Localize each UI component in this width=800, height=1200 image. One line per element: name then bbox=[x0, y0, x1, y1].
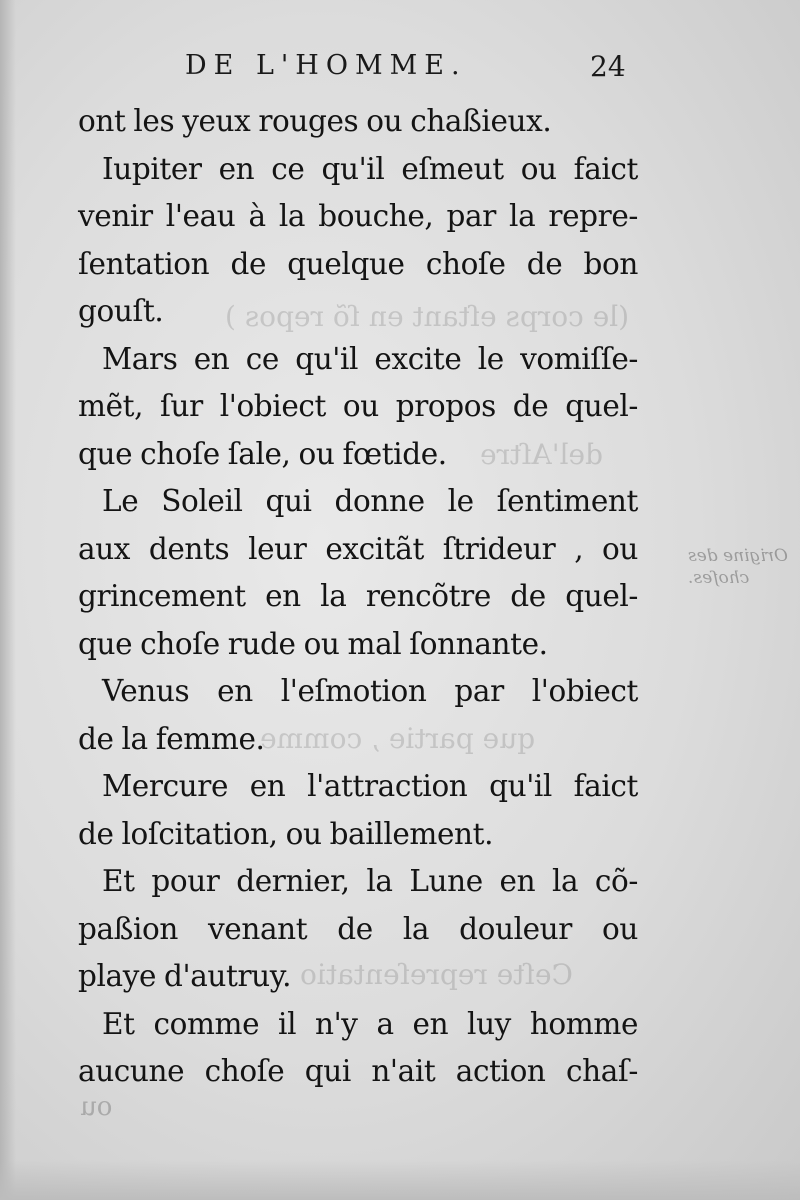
text-line: aucune choſe qui n'ait action chaſ- bbox=[78, 1054, 638, 1088]
text-line: que choſe ſale, ou fœtide. bbox=[78, 436, 447, 471]
margin-note bbox=[688, 545, 798, 589]
text-line: Et pour dernier, la Lune en la cõ- bbox=[102, 864, 638, 898]
text-line: Et comme il n'y a en luy homme bbox=[102, 1006, 638, 1041]
text-line: ſentation de quelque choſe de bon bbox=[78, 246, 638, 281]
text-line: playe d'autruy. bbox=[78, 959, 292, 993]
body-text bbox=[78, 98, 638, 1096]
margin-note-line: Origine des bbox=[688, 546, 788, 566]
margin-note-line: choſes. bbox=[688, 568, 750, 588]
bleed-through-text: que partie , comme bbox=[260, 722, 536, 755]
text-line: Mercure en l'attraction qu'il faict bbox=[102, 769, 638, 803]
text-line: Mars en ce qu'il excite le vomiſſe- bbox=[102, 341, 638, 376]
text-line: mẽt, ſur l'obiect ou propos de quel- bbox=[78, 389, 638, 423]
text-line: Le Soleil qui donne le ſentiment bbox=[102, 484, 638, 518]
page-gutter-shadow bbox=[0, 0, 16, 1200]
text-line: ont les yeux rouges ou chaßieux. bbox=[78, 104, 552, 138]
text-line: aux dents leur excitãt ſtrideur , ou bbox=[78, 531, 638, 566]
text-line: Venus en l'eſmotion par l'obiect bbox=[102, 674, 638, 708]
text-line: gouſt. bbox=[78, 294, 164, 328]
page-number: 24 bbox=[590, 50, 626, 83]
text-line: de loſcitation, ou baillement. bbox=[78, 816, 494, 851]
bleed-through-text: Ceſte repreſentatio bbox=[300, 958, 573, 991]
text-line: que choſe rude ou mal ſonnante. bbox=[78, 626, 548, 661]
running-title: DE L'HOMME. bbox=[185, 50, 467, 81]
text-line: de la femme. bbox=[78, 721, 265, 756]
text-line: paßion venant de la douleur ou bbox=[78, 911, 638, 946]
text-line: Iupiter en ce qu'il eſmeut ou faict bbox=[102, 151, 638, 186]
bleed-through-text: del'Aſtre bbox=[480, 438, 603, 471]
catchword: ou bbox=[80, 1092, 113, 1122]
text-line: grincement en la rencõtre de quel- bbox=[78, 579, 638, 613]
text-line: venir l'eau à la bouche, par la repre- bbox=[78, 199, 638, 233]
page-bottom-edge bbox=[0, 1160, 800, 1200]
bleed-through-text: (le corps eſtant en ſõ repos ) bbox=[225, 300, 630, 333]
